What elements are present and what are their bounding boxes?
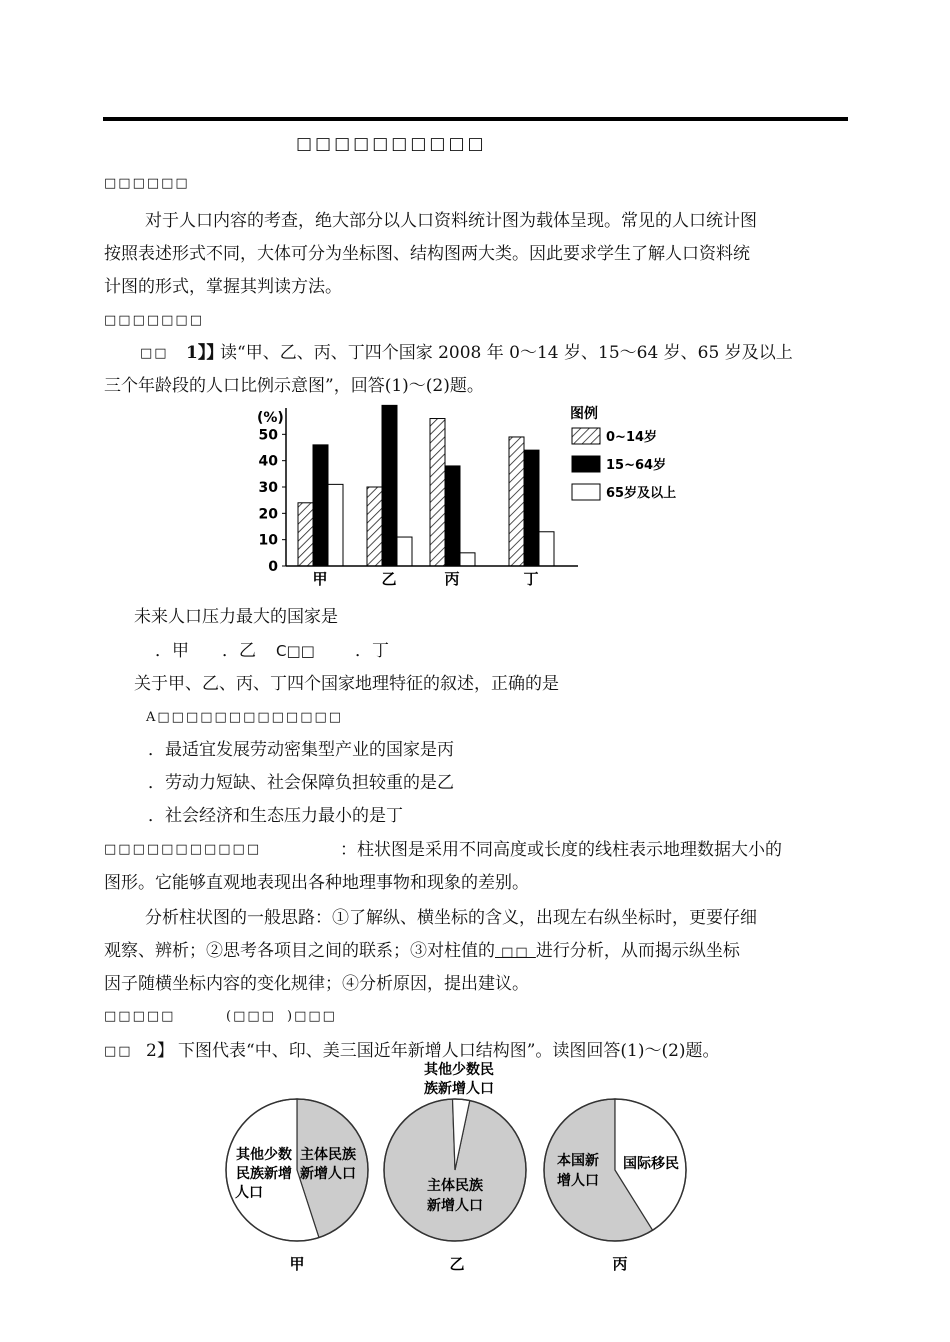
method-line-1: ：柱状图是采用不同高度或长度的线柱表示地理数据大小的	[340, 840, 782, 860]
pie2-label-main-1: 主体民族	[427, 1178, 483, 1194]
bar-chart	[250, 402, 700, 592]
pie1-label-other-2: 民族新增	[236, 1166, 292, 1182]
bar-乙-0	[367, 487, 382, 566]
q2-number: 2】	[146, 1041, 174, 1061]
y-tick-label: 40	[258, 453, 278, 470]
overview-line-3: 计图的形式，掌握其判读方法。	[104, 277, 342, 297]
heading-type1: □□□□□□□	[104, 313, 204, 328]
analysis-line-2	[104, 941, 740, 963]
doc-title: □□□□□□□□□□	[296, 134, 487, 154]
legend-label-1: 15~64岁	[606, 458, 667, 473]
pie1-label-other-1: 其他少数	[236, 1147, 292, 1163]
bar-丙-2	[460, 553, 475, 566]
top-rule	[103, 117, 848, 121]
x-category-丁: 丁	[523, 570, 539, 588]
y-axis-label: (%)	[257, 410, 284, 426]
analysis-blank: □□	[495, 945, 536, 960]
pie3-label-main-2: 增人口	[557, 1173, 599, 1189]
pie2-note-1: 其他少数民	[424, 1062, 494, 1078]
heading-type2-a: □□□□□	[104, 1009, 176, 1024]
y-tick-label: 20	[258, 506, 278, 523]
q1-stem-line-2: 三个年龄段的人口比例示意图”，回答(1)～(2)题。	[104, 376, 484, 396]
q1-option-c: C□□	[276, 642, 315, 660]
legend-label-2: 65岁及以上	[606, 486, 677, 501]
legend-swatch-1	[572, 456, 600, 472]
pie-charts	[215, 1060, 705, 1280]
y-tick-label: 50	[258, 427, 278, 444]
bar-丙-0	[430, 419, 445, 566]
heading-overview: □□□□□□	[104, 176, 190, 191]
bar-乙-1	[382, 405, 397, 566]
pie2-caption: 乙	[449, 1255, 465, 1273]
q1-number: 1】】	[186, 343, 224, 363]
bar-丁-2	[539, 532, 554, 566]
bar-乙-2	[397, 537, 412, 566]
q2-option-d: ．社会经济和生态压力最小的是丁	[148, 806, 403, 826]
bar-丁-1	[524, 450, 539, 566]
pie3-label-main-1: 本国新	[557, 1153, 599, 1169]
bar-甲-2	[328, 484, 343, 566]
bar-甲-1	[313, 445, 328, 566]
q2-option-b: ．最适宜发展劳动密集型产业的国家是丙	[148, 740, 454, 760]
y-tick-label: 10	[258, 532, 278, 549]
bar-丙-1	[445, 466, 460, 566]
pie2-note-2: 族新增人口	[424, 1081, 494, 1097]
heading-method: □□□□□□□□□□□	[104, 842, 262, 857]
method-line-2: 图形。它能够直观地表现出各种地理事物和现象的差别。	[104, 873, 529, 893]
pie3-label-migr: 国际移民	[623, 1156, 679, 1172]
overview-line-2: 按照表述形式不同，大体可分为坐标图、结构图两大类。因此要求学生了解人口资料统	[104, 244, 750, 264]
q1-option-a: ．甲	[155, 641, 189, 661]
heading-type2-b: (□□□	[226, 1009, 276, 1024]
q2-option-a: A□□□□□□□□□□□□□	[146, 710, 344, 725]
pie1-label-main-2: 新增人口	[300, 1166, 356, 1182]
q2-stem: 下图代表“中、印、美三国近年新增人口结构图”。读图回答(1)～(2)题。	[178, 1041, 720, 1061]
heading-type2-c: )□□□	[287, 1009, 337, 1024]
legend-swatch-2	[572, 484, 600, 500]
legend-title: 图例	[570, 406, 598, 422]
x-category-丙: 丙	[444, 570, 460, 588]
q2-prefix: □□	[104, 1044, 133, 1059]
analysis-line-2a: 观察、辨析；②思考各项目之间的联系；③对柱值的	[104, 941, 495, 961]
analysis-line-2b: 进行分析，从而揭示纵坐标	[535, 941, 740, 961]
bar-甲-0	[298, 503, 313, 566]
pie1-label-main-1: 主体民族	[300, 1147, 356, 1163]
q2-option-c: ．劳动力短缺、社会保障负担较重的是乙	[148, 773, 454, 793]
analysis-line-1: 分析柱状图的一般思路：①了解纵、横坐标的含义，出现左右纵坐标时，更要仔细	[145, 908, 757, 928]
pie1-label-other-3: 人口	[235, 1185, 263, 1201]
q1-sub-1: 未来人口压力最大的国家是	[134, 607, 338, 627]
legend-swatch-0	[572, 428, 600, 444]
analysis-line-3: 因子随横坐标内容的变化规律；④分析原因，提出建议。	[104, 974, 529, 994]
legend-label-0: 0~14岁	[606, 430, 658, 445]
pie2-label-main-2: 新增人口	[427, 1198, 483, 1214]
q1-sub-2: 关于甲、乙、丙、丁四个国家地理特征的叙述，正确的是	[134, 674, 559, 694]
pie3-caption: 丙	[612, 1255, 628, 1273]
q1-option-b: ．乙	[222, 641, 256, 661]
q1-stem-line-1: 读“甲、乙、丙、丁四个国家 2008 年 0～14 岁、15～64 岁、65 岁及以上	[220, 343, 793, 363]
overview-line-1: 对于人口内容的考查，绝大部分以人口资料统计图为载体呈现。常见的人口统计图	[145, 211, 757, 231]
x-category-乙: 乙	[381, 570, 397, 588]
q1-option-d: ．丁	[355, 641, 389, 661]
q1-prefix: □□	[140, 346, 169, 361]
y-tick-label: 0	[268, 559, 278, 575]
bar-丁-0	[509, 437, 524, 566]
y-tick-label: 30	[258, 480, 278, 496]
x-category-甲: 甲	[312, 570, 328, 588]
pie1-caption: 甲	[289, 1255, 305, 1273]
